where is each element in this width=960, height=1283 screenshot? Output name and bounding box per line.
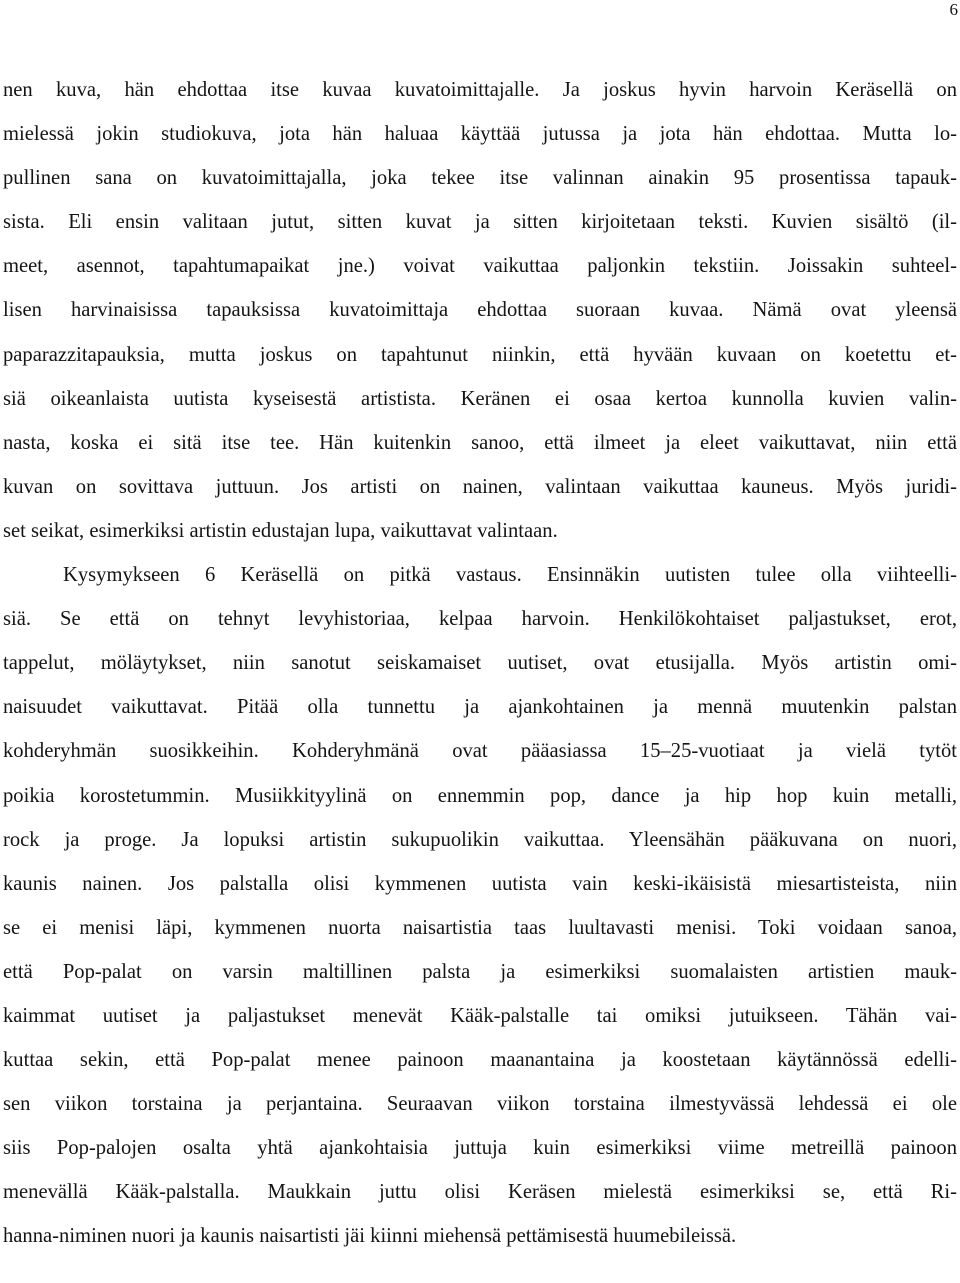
text-line: set seikat, esimerkiksi artistin edustajan lupa, vaikuttavat valintaan. — [3, 519, 558, 542]
text-line: lisen harvinaisissa tapauksissa kuvatoimittaja ehdottaa suoraan kuvaa. Nämä ovat yleensä — [3, 299, 957, 322]
text-line: se ei menisi läpi, kymmenen nuorta naisartistia taas luultavasti menisi. Toki voidaan sanoa, — [3, 916, 957, 939]
text-line: kaimmat uutiset ja paljastukset menevät Kääk-palstalle tai omiksi jutuikseen. Tähän vai- — [3, 1004, 957, 1027]
text-line: meet, asennot, tapahtumapaikat jne.) voivat vaikuttaa paljonkin tekstiin. Joissakin suhteel- — [3, 255, 957, 278]
text-line: kuvan on sovittava juttuun. Jos artisti on nainen, valintaan vaikuttaa kauneus. Myös juridi- — [3, 475, 957, 498]
text-line: hanna-niminen nuori ja kaunis naisartisti jäi kiinni miehensä pettämisestä huumebileissä. — [3, 1225, 737, 1248]
text-line: siä. Se että on tehnyt levyhistoriaa, kelpaa harvoin. Henkilökohtaiset paljastukset, erot, — [3, 608, 957, 631]
text-line: nasta, koska ei sitä itse tee. Hän kuitenkin sanoo, että ilmeet ja eleet vaikuttavat, niin että — [3, 431, 957, 454]
text-line: sen viikon torstaina ja perjantaina. Seuraavan viikon torstaina ilmestyvässä lehdessä ei ole — [3, 1093, 957, 1116]
text-line: sista. Eli ensin valitaan jutut, sitten kuvat ja sitten kirjoitetaan teksti. Kuvien sisältö (il- — [3, 211, 957, 234]
text-line: naisuudet vaikuttavat. Pitää olla tunnettu ja ajankohtainen ja mennä muutenkin palstan — [3, 696, 957, 719]
text-line: kuttaa sekin, että Pop-palat menee painoon maanantaina ja koostetaan käytännössä edelli- — [3, 1049, 957, 1072]
text-line: nen kuva, hän ehdottaa itse kuvaa kuvatoimittajalle. Ja joskus hyvin harvoin Keräsellä on — [3, 79, 957, 101]
body-text — [3, 68, 957, 1259]
text-line: kohderyhmän suosikkeihin. Kohderyhmänä ovat pääasiassa 15–25-vuotiaat ja vielä tytöt — [3, 740, 957, 763]
text-line: poikia korostetummin. Musiikkityylinä on ennemmin pop, dance ja hip hop kuin metalli, — [3, 784, 957, 807]
text-line: että Pop-palat on varsin maltillinen palsta ja esimerkiksi suomalaisten artistien mauk- — [3, 960, 957, 983]
text-line: mielessä jokin studiokuva, jota hän haluaa käyttää jutussa ja jota hän ehdottaa. Mutta lo- — [3, 123, 957, 146]
text-line: siä oikeanlaista uutista kyseisestä artistista. Keränen ei osaa kertoa kunnolla kuvien valin- — [3, 387, 957, 410]
text-line: tappelut, möläytykset, niin sanotut seiskamaiset uutiset, ovat etusijalla. Myös artistin omi- — [3, 652, 957, 675]
text-line: kaunis nainen. Jos palstalla olisi kymmenen uutista vain keski-ikäisistä miesartisteista, niin — [3, 872, 957, 895]
text-line: Kysymykseen 6 Keräsellä on pitkä vastaus. Ensinnäkin uutisten tulee olla viihteelli- — [63, 564, 957, 587]
text-line: paparazzitapauksia, mutta joskus on tapahtunut niinkin, että hyvään kuvaan on koetettu et- — [3, 343, 957, 366]
text-line: menevällä Kääk-palstalla. Maukkain juttu olisi Keräsen mielestä esimerkiksi se, että Ri- — [3, 1181, 957, 1204]
text-line: pullinen sana on kuvatoimittajalla, joka tekee itse valinnan ainakin 95 prosentissa tapauk- — [3, 167, 957, 190]
text-line: rock ja proge. Ja lopuksi artistin sukupuolikin vaikuttaa. Yleensähän pääkuvana on nuori, — [3, 828, 957, 851]
page-number: 6 — [949, 0, 958, 19]
text-line: siis Pop-palojen osalta yhtä ajankohtaisia juttuja kuin esimerkiksi viime metreillä painoon — [3, 1137, 957, 1160]
